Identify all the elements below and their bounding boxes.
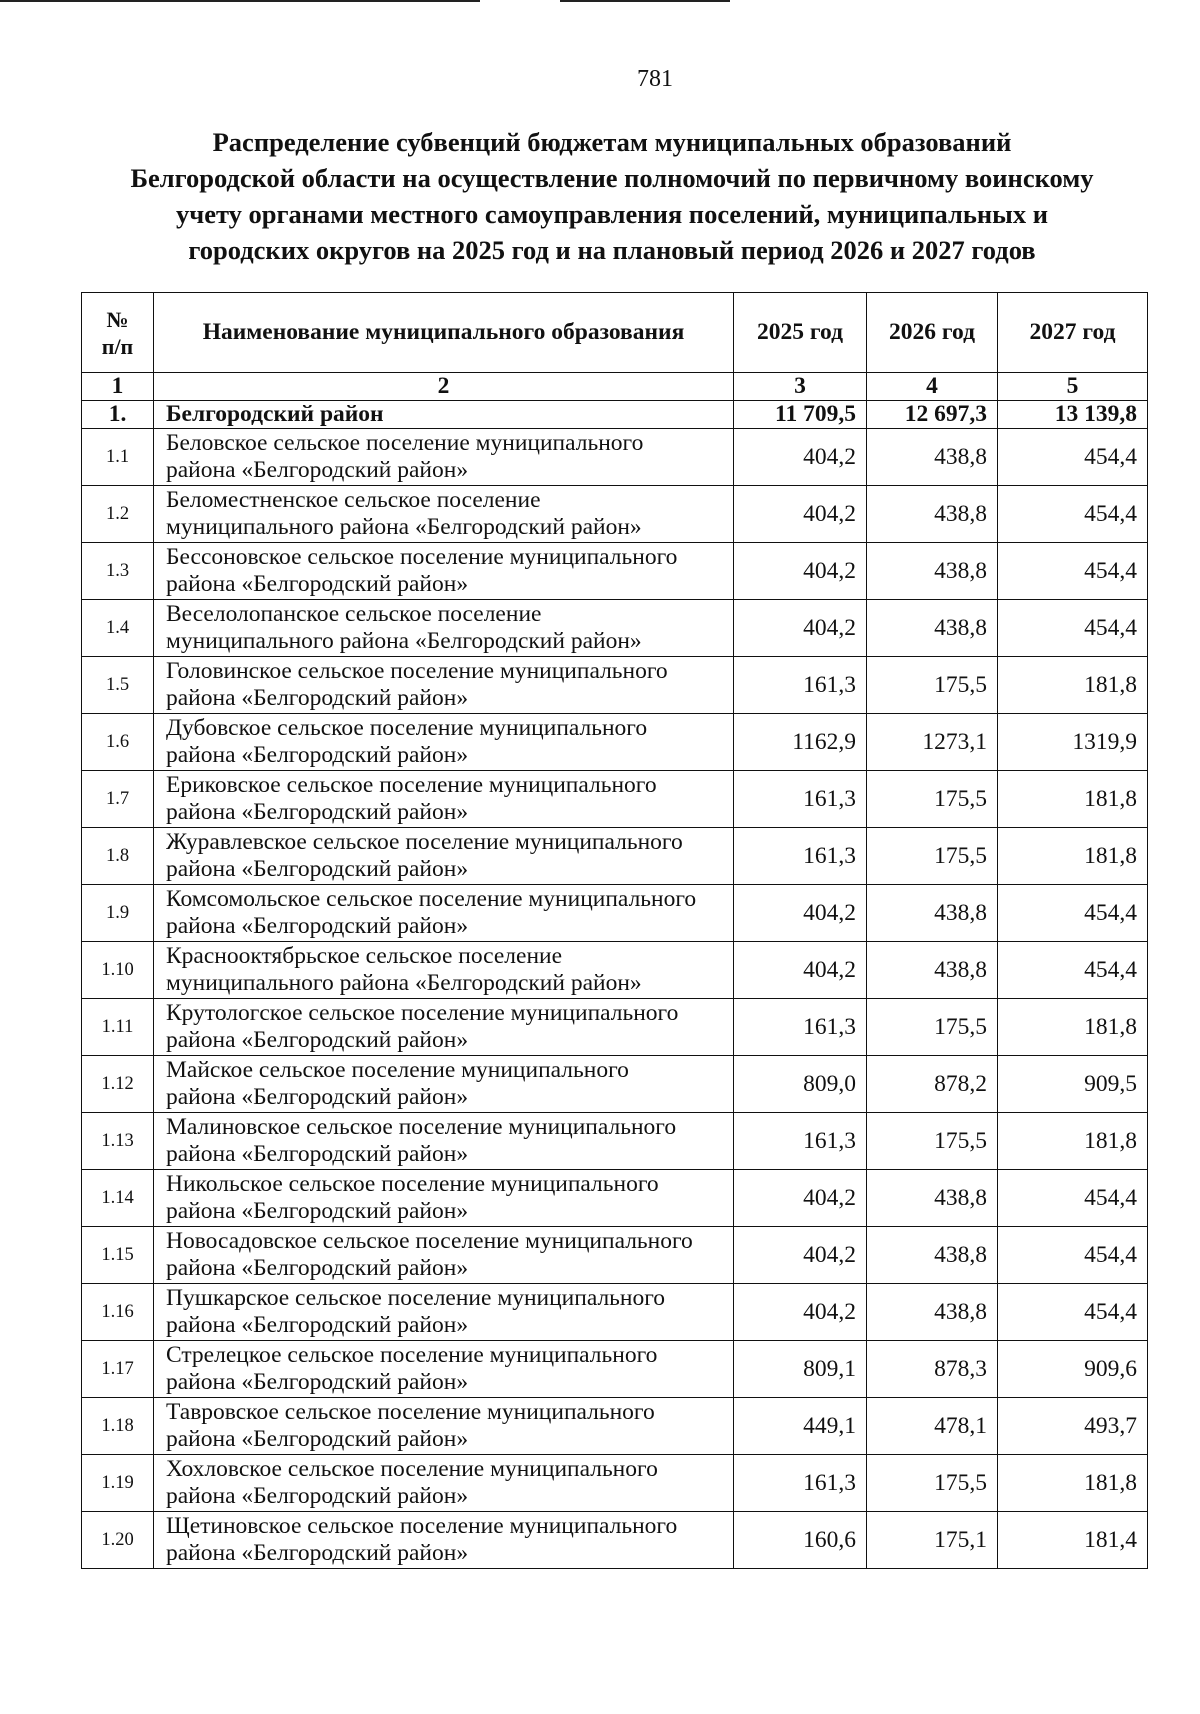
row-2026-cell: 438,8 xyxy=(867,1284,998,1341)
table-row xyxy=(82,543,1148,600)
row-name-cell xyxy=(154,1455,734,1512)
table-row xyxy=(82,1113,1148,1170)
row-code-cell: 1.15 xyxy=(82,1227,154,1284)
row-name-cell xyxy=(154,1227,734,1284)
row-name-line: Бессоновское сельское поселение муниципального xyxy=(166,544,678,570)
row-code-cell: 1.18 xyxy=(82,1398,154,1455)
row-2027-cell: 1319,9 xyxy=(998,714,1148,771)
row-code-cell: 1.10 xyxy=(82,942,154,999)
row-code-cell: 1.7 xyxy=(82,771,154,828)
row-name-line: Пушкарское сельское поселение муниципального xyxy=(166,1285,666,1311)
row-2026-cell: 175,5 xyxy=(867,771,998,828)
row-2025-cell: 449,1 xyxy=(734,1398,867,1455)
row-code-cell: 1.19 xyxy=(82,1455,154,1512)
row-name-cell xyxy=(154,999,734,1056)
row-name-line: района «Белгородский район» xyxy=(166,1483,469,1509)
row-name-line: района «Белгородский район» xyxy=(166,685,469,711)
total-2026-cell: 12 697,3 xyxy=(867,401,998,429)
row-name-line: Краснооктябрьское сельское поселение xyxy=(166,943,563,969)
row-2027-cell: 909,6 xyxy=(998,1341,1148,1398)
title-line: Белгородской области на осуществление полномочий по первичному воинскому xyxy=(130,163,1094,193)
row-name-cell xyxy=(154,828,734,885)
row-name-line: района «Белгородский район» xyxy=(166,1084,469,1110)
row-name-line: района «Белгородский район» xyxy=(166,1198,469,1224)
row-2026-cell: 438,8 xyxy=(867,429,998,486)
row-name-line: Хохловское сельское поселение муниципального xyxy=(166,1456,658,1482)
row-name-line: Головинское сельское поселение муниципального xyxy=(166,658,668,684)
row-name-line: района «Белгородский район» xyxy=(166,457,469,483)
table-row xyxy=(82,942,1148,999)
row-code-cell: 1.1 xyxy=(82,429,154,486)
row-code-cell: 1.9 xyxy=(82,885,154,942)
row-name-cell xyxy=(154,543,734,600)
row-name-cell xyxy=(154,1398,734,1455)
table-row xyxy=(82,486,1148,543)
table-row xyxy=(82,600,1148,657)
header-row xyxy=(82,293,1148,373)
title-line: Распределение субвенций бюджетам муниципальных образований xyxy=(212,127,1012,157)
scan-edge-line-right xyxy=(560,0,730,2)
row-2025-cell: 1162,9 xyxy=(734,714,867,771)
header-number-abbr: п/п xyxy=(101,333,134,359)
row-2025-cell: 161,3 xyxy=(734,657,867,714)
row-code-cell: 1.17 xyxy=(82,1341,154,1398)
column-index-cell: 2 xyxy=(154,373,734,401)
row-code-cell: 1.20 xyxy=(82,1512,154,1569)
row-2025-cell: 161,3 xyxy=(734,1455,867,1512)
total-2027-cell: 13 139,8 xyxy=(998,401,1148,429)
row-name-line: Никольское сельское поселение муниципального xyxy=(166,1171,659,1197)
table-row xyxy=(82,1284,1148,1341)
column-index-cell: 5 xyxy=(998,373,1148,401)
title-line: учету органами местного самоуправления поселений, муниципальных и xyxy=(176,199,1048,229)
row-2026-cell: 175,5 xyxy=(867,999,998,1056)
row-2025-cell: 404,2 xyxy=(734,885,867,942)
row-name-line: Ериковское сельское поселение муниципального xyxy=(166,772,657,798)
row-2026-cell: 175,1 xyxy=(867,1512,998,1569)
row-2026-cell: 478,1 xyxy=(867,1398,998,1455)
row-name-cell xyxy=(154,1284,734,1341)
row-2026-cell: 438,8 xyxy=(867,1170,998,1227)
row-name-cell xyxy=(154,1113,734,1170)
table-row xyxy=(82,714,1148,771)
row-2025-cell: 161,3 xyxy=(734,999,867,1056)
row-name-line: Малиновское сельское поселение муниципального xyxy=(166,1114,677,1140)
page-number: 781 xyxy=(637,66,673,92)
row-name-line: района «Белгородский район» xyxy=(166,742,469,768)
table-row xyxy=(82,1341,1148,1398)
table-row xyxy=(82,1170,1148,1227)
row-2026-cell: 175,5 xyxy=(867,1113,998,1170)
title-line: городских округов на 2025 год и на плановый период 2026 и 2027 годов xyxy=(188,235,1036,265)
row-name-line: муниципального района «Белгородский район» xyxy=(166,514,642,540)
document-title xyxy=(82,124,1142,268)
row-code-cell: 1.13 xyxy=(82,1113,154,1170)
row-name-line: Беловское сельское поселение муниципального xyxy=(166,430,644,456)
row-2027-cell: 454,4 xyxy=(998,885,1148,942)
subvention-table xyxy=(81,292,1148,1569)
row-2025-cell: 160,6 xyxy=(734,1512,867,1569)
row-2027-cell: 181,4 xyxy=(998,1512,1148,1569)
row-name-line: района «Белгородский район» xyxy=(166,1540,469,1566)
column-index-cell: 4 xyxy=(867,373,998,401)
row-2025-cell: 404,2 xyxy=(734,486,867,543)
row-name-line: муниципального района «Белгородский район» xyxy=(166,970,642,996)
row-2025-cell: 404,2 xyxy=(734,543,867,600)
row-name-line: Щетиновское сельское поселение муниципального xyxy=(166,1513,678,1539)
row-2025-cell: 404,2 xyxy=(734,600,867,657)
row-name-cell xyxy=(154,942,734,999)
row-name-line: Майское сельское поселение муниципального xyxy=(166,1057,629,1083)
header-2025-cell: 2025 год xyxy=(734,293,867,373)
row-name-line: района «Белгородский район» xyxy=(166,571,469,597)
column-index-cell: 3 xyxy=(734,373,867,401)
row-name-line: района «Белгородский район» xyxy=(166,1141,469,1167)
total-row xyxy=(82,401,1148,429)
row-2026-cell: 175,5 xyxy=(867,1455,998,1512)
header-number-symbol: № xyxy=(106,306,129,332)
row-2026-cell: 1273,1 xyxy=(867,714,998,771)
row-2025-cell: 161,3 xyxy=(734,1113,867,1170)
row-2026-cell: 438,8 xyxy=(867,486,998,543)
row-code-cell: 1.3 xyxy=(82,543,154,600)
row-2026-cell: 438,8 xyxy=(867,942,998,999)
total-code-cell: 1. xyxy=(82,401,154,429)
row-name-line: Комсомольское сельское поселение муниципального xyxy=(166,886,697,912)
table-row xyxy=(82,429,1148,486)
row-2026-cell: 175,5 xyxy=(867,828,998,885)
row-name-cell xyxy=(154,771,734,828)
row-2027-cell: 454,4 xyxy=(998,1284,1148,1341)
header-number-cell xyxy=(82,293,154,373)
row-code-cell: 1.4 xyxy=(82,600,154,657)
row-2026-cell: 438,8 xyxy=(867,1227,998,1284)
row-code-cell: 1.5 xyxy=(82,657,154,714)
column-index-cell: 1 xyxy=(82,373,154,401)
table-row xyxy=(82,1227,1148,1284)
row-2027-cell: 454,4 xyxy=(998,543,1148,600)
row-2025-cell: 809,1 xyxy=(734,1341,867,1398)
row-name-line: Журавлевское сельское поселение муниципального xyxy=(166,829,683,855)
row-name-line: района «Белгородский район» xyxy=(166,1426,469,1452)
row-2025-cell: 161,3 xyxy=(734,828,867,885)
row-2027-cell: 454,4 xyxy=(998,1227,1148,1284)
row-2027-cell: 181,8 xyxy=(998,999,1148,1056)
row-2026-cell: 438,8 xyxy=(867,600,998,657)
header-name-cell: Наименование муниципального образования xyxy=(154,293,734,373)
row-2025-cell: 404,2 xyxy=(734,942,867,999)
row-2027-cell: 493,7 xyxy=(998,1398,1148,1455)
row-name-cell xyxy=(154,1512,734,1569)
row-2026-cell: 438,8 xyxy=(867,885,998,942)
row-code-cell: 1.16 xyxy=(82,1284,154,1341)
row-2026-cell: 878,2 xyxy=(867,1056,998,1113)
table-row xyxy=(82,885,1148,942)
row-2027-cell: 909,5 xyxy=(998,1056,1148,1113)
row-name-line: района «Белгородский район» xyxy=(166,1255,469,1281)
row-2025-cell: 404,2 xyxy=(734,1170,867,1227)
row-2027-cell: 181,8 xyxy=(998,771,1148,828)
row-name-cell xyxy=(154,1056,734,1113)
row-name-cell xyxy=(154,600,734,657)
table-row xyxy=(82,657,1148,714)
row-2025-cell: 404,2 xyxy=(734,429,867,486)
row-name-line: района «Белгородский район» xyxy=(166,913,469,939)
row-name-line: Крутологское сельское поселение муниципального xyxy=(166,1000,679,1026)
table-row xyxy=(82,1398,1148,1455)
row-name-line: Дубовское сельское поселение муниципального xyxy=(166,715,648,741)
row-code-cell: 1.8 xyxy=(82,828,154,885)
row-name-cell xyxy=(154,885,734,942)
row-code-cell: 1.12 xyxy=(82,1056,154,1113)
table-row xyxy=(82,828,1148,885)
row-name-cell xyxy=(154,714,734,771)
row-2026-cell: 438,8 xyxy=(867,543,998,600)
table-row xyxy=(82,771,1148,828)
table-row xyxy=(82,1512,1148,1569)
row-code-cell: 1.6 xyxy=(82,714,154,771)
table-row xyxy=(82,1455,1148,1512)
row-2027-cell: 181,8 xyxy=(998,1113,1148,1170)
row-2027-cell: 454,4 xyxy=(998,429,1148,486)
row-name-line: Стрелецкое сельское поселение муниципального xyxy=(166,1342,658,1368)
row-2025-cell: 404,2 xyxy=(734,1284,867,1341)
row-name-line: Веселолопанское сельское поселение xyxy=(166,601,542,627)
row-code-cell: 1.2 xyxy=(82,486,154,543)
row-2025-cell: 404,2 xyxy=(734,1227,867,1284)
column-index-row xyxy=(82,373,1148,401)
scan-edge-line-left xyxy=(0,0,480,2)
row-name-line: Новосадовское сельское поселение муниципального xyxy=(166,1228,693,1254)
row-2026-cell: 878,3 xyxy=(867,1341,998,1398)
row-name-line: муниципального района «Белгородский район» xyxy=(166,628,642,654)
total-name-cell: Белгородский район xyxy=(154,401,734,429)
row-2027-cell: 454,4 xyxy=(998,486,1148,543)
table-row xyxy=(82,999,1148,1056)
row-2027-cell: 454,4 xyxy=(998,942,1148,999)
row-name-cell xyxy=(154,1170,734,1227)
row-name-cell xyxy=(154,1341,734,1398)
row-name-cell xyxy=(154,486,734,543)
header-2027-cell: 2027 год xyxy=(998,293,1148,373)
row-2027-cell: 454,4 xyxy=(998,1170,1148,1227)
row-2025-cell: 809,0 xyxy=(734,1056,867,1113)
row-code-cell: 1.11 xyxy=(82,999,154,1056)
row-name-line: района «Белгородский район» xyxy=(166,1369,469,1395)
row-name-cell xyxy=(154,429,734,486)
row-2027-cell: 181,8 xyxy=(998,828,1148,885)
row-code-cell: 1.14 xyxy=(82,1170,154,1227)
row-name-line: Тавровское сельское поселение муниципального xyxy=(166,1399,655,1425)
row-name-line: района «Белгородский район» xyxy=(166,799,469,825)
total-2025-cell: 11 709,5 xyxy=(734,401,867,429)
row-name-line: района «Белгородский район» xyxy=(166,856,469,882)
row-name-cell xyxy=(154,657,734,714)
row-2027-cell: 454,4 xyxy=(998,600,1148,657)
row-2026-cell: 175,5 xyxy=(867,657,998,714)
row-2027-cell: 181,8 xyxy=(998,1455,1148,1512)
header-2026-cell: 2026 год xyxy=(867,293,998,373)
row-name-line: Беломестненское сельское поселение xyxy=(166,487,541,513)
row-2025-cell: 161,3 xyxy=(734,771,867,828)
row-name-line: района «Белгородский район» xyxy=(166,1027,469,1053)
row-name-line: района «Белгородский район» xyxy=(166,1312,469,1338)
table-row xyxy=(82,1056,1148,1113)
row-2027-cell: 181,8 xyxy=(998,657,1148,714)
